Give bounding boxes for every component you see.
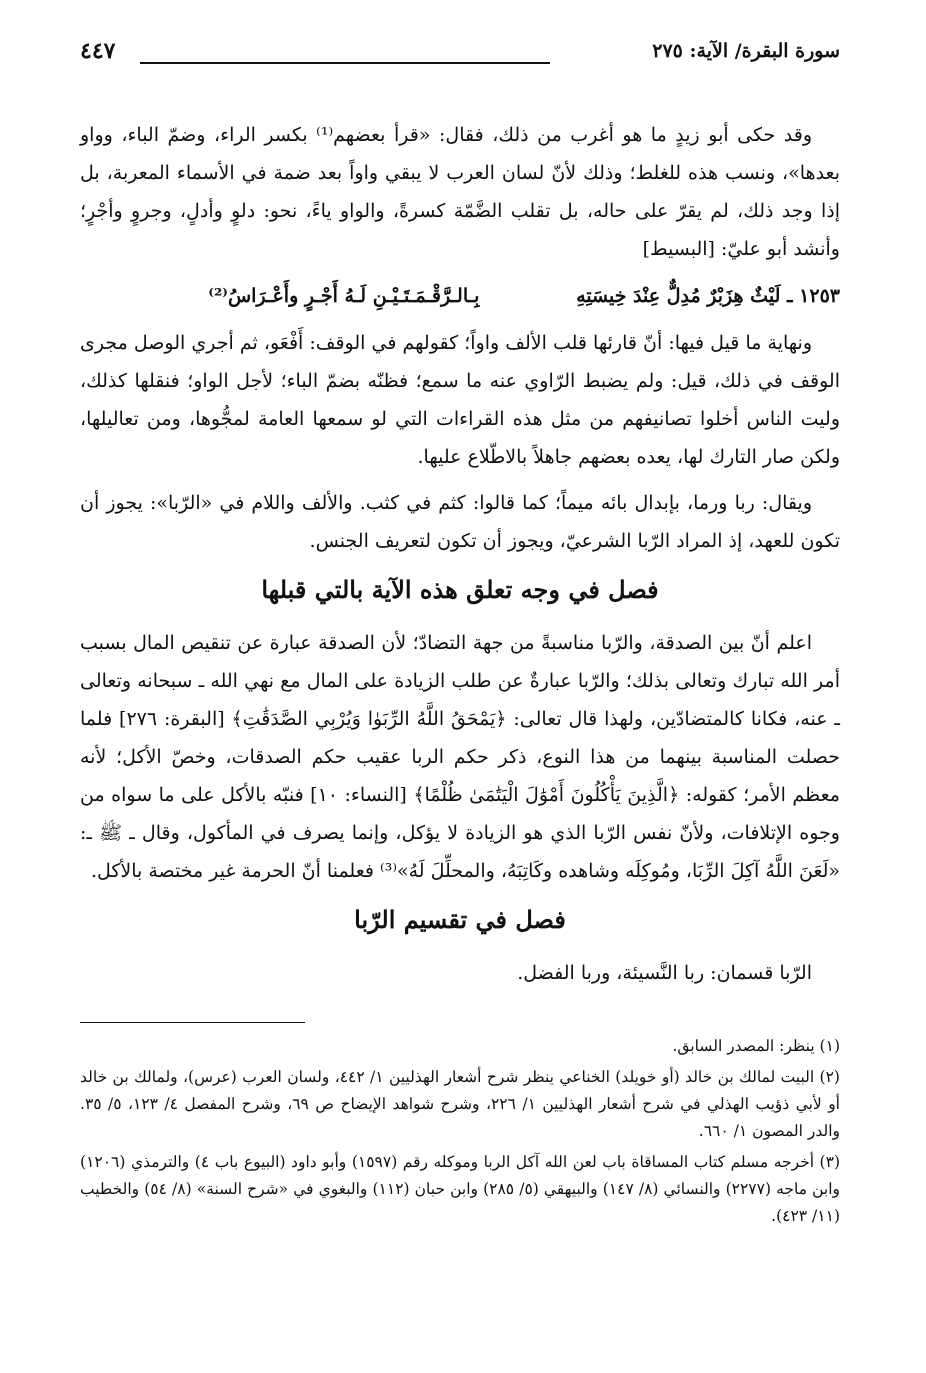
- running-title: سورة البقرة/ الآية: ٢٧٥: [652, 40, 840, 62]
- paragraph-1: وقد حكى أبو زيدٍ ما هو أغرب من ذلك، فقال: «قرأ بعضهم⁽¹⁾ بكسر الراء، وضمّ الباء، وواو بعدها»، ونسب هذه للغلط؛ وذلك لأنّ لسان العرب لا يبقي واواً بعد ضمة في الأسماء المعربة، بل إذا وجد ذلك، لم يقرّ على حاله، بل تقلب الضَّمّة كسرةً، والواو ياءً، نحو: دلوٍ وأدلٍ، وجروٍ وأجْرٍ؛ وأنشد أبو عليّ: [البسيط]: [80, 124, 840, 260]
- poem-verse: [80, 276, 840, 316]
- verse-number: ١٢٥٣ ـ: [786, 285, 840, 307]
- paragraph-5: الرّبا قسمان: ربا النَّسيئة، وربا الفضل.: [517, 962, 812, 984]
- header-rule: [140, 62, 550, 64]
- page-body: [80, 116, 840, 1230]
- page-header: [80, 38, 840, 70]
- verse-hemistich-2: بِـالـرَّقْـمَـتَـيْـنِ لَـهُ أَجْـرٍ وأَعْـرَاسُ⁽²⁾: [208, 285, 480, 307]
- footnote-3: (٣) أخرجه مسلم كتاب المساقاة باب لعن الله آكل الربا وموكله رقم (١٥٩٧) وأبو داود (البيوع باب ٤) والترمذي (١٢٠٦) وابن ماجه (٢٢٧٧) والنسائي (٨/ ١٤٧) والبيهقي (٥/ ٢٨٥) وابن حبان (١١٢) والبغوي في «شرح السنة» (٨/ ٥٤) والخطيب (١١/ ٤٢٣).: [80, 1153, 840, 1225]
- section-heading-1: فصل في وجه تعلق هذه الآية بالتي قبلها: [261, 575, 659, 604]
- paragraph-2: ونهاية ما قيل فيها: أنّ قارئها قلب الألف واواً؛ كقولهم في الوقف: أَفْعَو، ثم أجري الوصل مجرى الوقف في ذلك، قيل: ولم يضبط الرّاوي عنه ما سمع؛ فظنّه بضمّ الباء؛ لأجل الواو؛ فنقلها كذلك، وليت الناس أخلوا تصانيفهم من مثل هذه القراءات التي لو سمعها العامة لمجُّوها، ومن تعاليلها، ولكن صار التارك لها، يعده بعضهم جاهلاً بالاطّلاع عليها.: [80, 332, 840, 468]
- footnote-1: (١) ينظر: المصدر السابق.: [672, 1037, 840, 1055]
- book-page: [80, 38, 840, 1338]
- footnote-2: (٢) البيت لمالك بن خالد (أو خويلد) الخناعي ينظر شرح أشعار الهذليين ١/ ٤٤٢، ولسان العرب (عرس)، ولمالك بن خالد أو لأبي ذؤيب الهذلي في شرح أشعار الهذليين ١/ ٢٢٦، وشرح شواهد الإيضاح ص ٦٩، وشرح المفصل ٤/ ١٢٣، ٥/ ٣٥. والدر المصون ١/ ٦٦٠.: [80, 1068, 840, 1140]
- paragraph-4: اعلم أنّ بين الصدقة، والرّبا مناسبةً من جهة التضادّ؛ لأن الصدقة عبارة عن تنقيص المال بسبب أمر الله تبارك وتعالى بذلك؛ والرّبا عبارةٌ عن طلب الزيادة على المال مع نهي الله ـ سبحانه وتعالى ـ عنه، فكانا كالمتضادّين، ولهذا قال تعالى: ﴿يَمْحَقُ اللَّهُ الرِّبَوٰا وَيُرْبِي الصَّدَقَٰتِ﴾ [البقرة: ٢٧٦] فلما حصلت المناسبة بينهما من هذا النوع، ذكر حكم الربا عقيب حكم الصدقات، وخصّ الأكل؛ لأنه معظم الأمر؛ كقوله: ﴿الَّذِينَ يَأْكُلُونَ أَمْوَٰلَ الْيَتَٰمَىٰ ظُلْمًا﴾ [النساء: ١٠] فنبّه بالأكل على ما سواه من وجوه الإتلافات، ولأنّ نفس الرّبا الذي هو الزيادة لا يؤكل، وإنما يصرف في المأكول، وقال ـ ﷺ ـ: «لَعَنَ اللَّهُ آكِلَ الرِّبَا، ومُوكِلَه وشاهده وكَاتِبَهُ، والمحلِّلَ لَهُ»⁽³⁾ فعلمنا أنّ الحرمة غير مختصة بالأكل.: [80, 632, 840, 882]
- section-heading-2: فصل في تقسيم الرّبا: [354, 905, 566, 934]
- page-number: ٤٤٧: [80, 38, 116, 64]
- footnote-divider: [80, 1022, 305, 1023]
- verse-hemistich-1: لَيْثٌ هِزَبْرٌ مُدِلٌّ عِنْدَ خِيسَتِهِ: [576, 285, 781, 307]
- paragraph-3: ويقال: ربا ورما، بإبدال بائه ميماً؛ كما قالوا: كثم في كثب. والألف واللام في «الرّبا»: يجوز أن تكون للعهد، إذ المراد الرّبا الشرعيّ، ويجوز أن تكون لتعريف الجنس.: [80, 492, 840, 552]
